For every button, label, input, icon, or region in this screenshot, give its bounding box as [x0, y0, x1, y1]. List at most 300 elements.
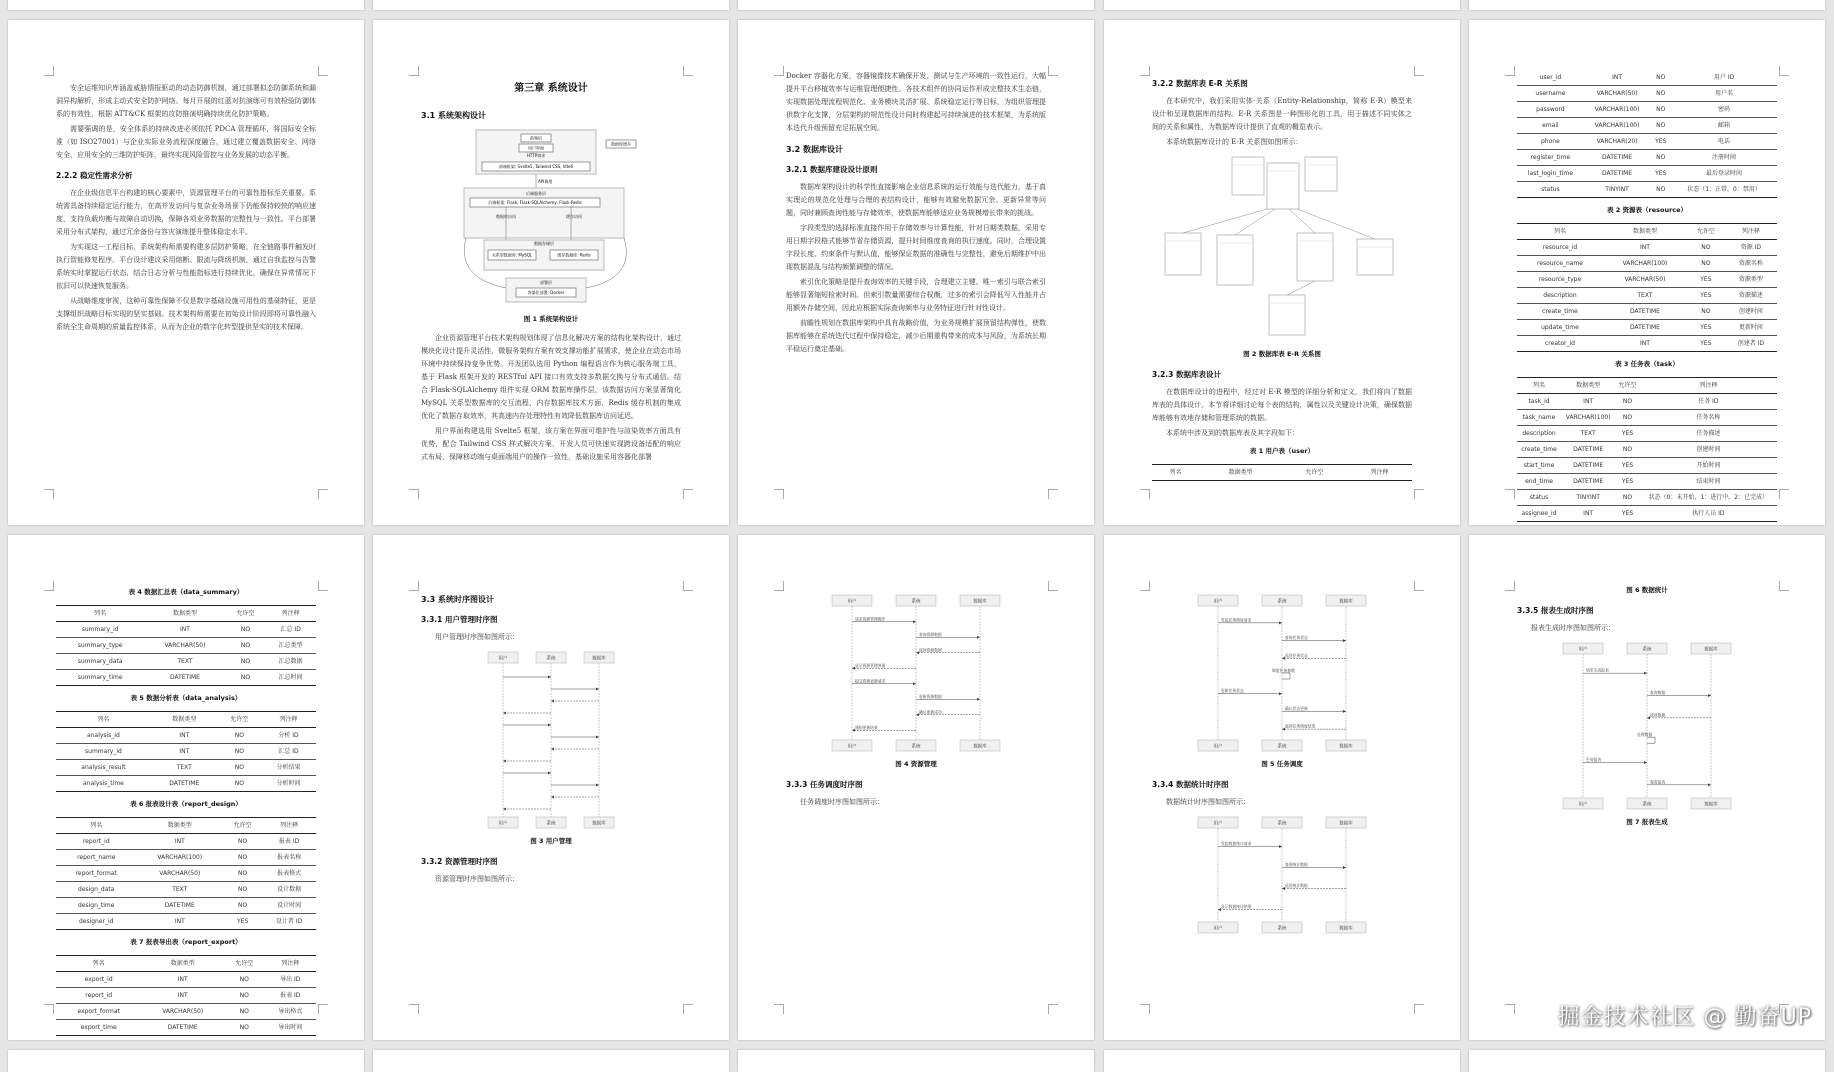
section-heading: 3.3.2 资源管理时序图 — [421, 857, 498, 866]
table-row — [56, 760, 316, 776]
table-cell: 报表 ID — [262, 834, 316, 850]
table-cell: INT — [141, 972, 224, 988]
table-cell: YES — [1615, 426, 1639, 442]
table-cell: analysis_result — [56, 760, 151, 776]
table-cell: NO — [226, 622, 266, 638]
table-cell: 设计时间 — [262, 898, 316, 914]
page-4[interactable] — [1104, 20, 1460, 525]
column-header: 列注释 — [261, 712, 316, 728]
table-cell: status — [1517, 182, 1584, 198]
table-row — [1517, 256, 1777, 272]
page-peek — [1469, 0, 1825, 10]
table-cell: 密码 — [1671, 102, 1777, 118]
table-cell: INT — [136, 834, 223, 850]
table-cell: NO — [223, 882, 262, 898]
table-cell: summary_id — [56, 622, 144, 638]
table-cell: description — [1517, 426, 1561, 442]
page-3[interactable] — [738, 20, 1094, 525]
column-header: 列注释 — [264, 956, 316, 972]
paragraph: 索引优化策略是提升查询效率的关键手段，合理建立主键、唯一索引与联合索引能够显著缩短检索时间。但索引数量需要综合权衡，过多的索引会降低写入性能并占用额外存储空间，因此应根据实际查询频率与业务特征进行针对性设计。 — [786, 278, 1046, 312]
table-cell: 用户名 — [1671, 86, 1777, 102]
column-header: 数据类型 — [151, 712, 218, 728]
table-cell: phone — [1517, 134, 1584, 150]
page-2[interactable] — [373, 20, 729, 525]
actor-label: 用户 — [847, 599, 857, 605]
table-caption: 表 3 任务表（task） — [1615, 360, 1679, 368]
table-cell: resource_type — [1517, 272, 1603, 288]
table-cell: end_time — [1517, 474, 1561, 490]
table-cell: INT — [151, 744, 218, 760]
table-cell: TEXT — [136, 882, 223, 898]
section-heading: 3.3.4 数据统计时序图 — [1152, 780, 1229, 789]
paragraph: 资源管理时序图如图所示： — [435, 875, 519, 883]
page-7[interactable] — [373, 535, 729, 1040]
page-peek — [738, 1050, 1094, 1072]
paragraph: 报表生成时序图如图所示： — [1531, 624, 1615, 632]
actor-label: 数据库 — [1339, 744, 1353, 750]
actor-label: 用户 — [1578, 802, 1588, 808]
table-cell: INT — [144, 622, 225, 638]
table-row — [56, 882, 316, 898]
table-cell: NO — [223, 866, 262, 882]
table-cell: 任务描述 — [1640, 426, 1777, 442]
table-cell: 状态（0：未开始，1：进行中，2：已完成） — [1640, 490, 1777, 506]
table-cell: TEXT — [144, 654, 225, 670]
paragraph: 从战略维度审视，这种可靠性保障不仅是数字基础设施可用性的基础特征，更是支撑组织战略目标实现的坚实基础。技术架构师需要在初始设计阶段即将可靠性融入系统全生命周期的质量监控体系，从而为企业的数字化转型提供坚实的技术保障。 — [56, 297, 316, 331]
summary-table — [56, 605, 316, 686]
table-row — [1517, 442, 1777, 458]
table-cell: 报表名称 — [262, 850, 316, 866]
table-cell: resource_name — [1517, 256, 1603, 272]
table-cell: DATETIME — [144, 670, 225, 686]
message-label: 返回任务调度结果 — [1285, 723, 1316, 729]
column-header: 列注释 — [1640, 378, 1777, 394]
actor-label: 系统 — [546, 656, 556, 662]
table-cell: task_name — [1517, 410, 1561, 426]
section-heading: 3.2.3 数据库表设计 — [1152, 370, 1221, 379]
paragraph: Docker 容器化方案，容器镜像技术确保开发、测试与生产环境的一致性运行，大幅提升平台移植效率与运维管理便捷性。各技术组件的协同运作形成完整技术生态链，实现数据处理流程规范化、业务模块灵活扩展、系统稳定运行等目标，为组织管理提供数字化支撑，分层架构的规范性设计同时构建起可持续演进的技术框架，为系统版本迭代升级预留充足拓展空间。 — [786, 72, 1046, 132]
table-cell: design_data — [56, 882, 136, 898]
table-cell: VARCHAR(50) — [141, 1004, 224, 1020]
table-cell: 状态（1：正常，0：禁用） — [1671, 182, 1777, 198]
paragraph: 字段类型的选择标准直接作用于存储效率与计算性能，针对日期类数据，采用专用日期字段格式能够节省存储资源，提升时间维度查询的执行速度。同时，合理设置字段长度、约束条件与默认值，能够保证数据的准确性与完整性，避免后期维护中出现数据混乱与结构频繁调整的情况。 — [786, 224, 1046, 271]
table-cell: INT — [1561, 394, 1615, 410]
arrow-head — [1644, 672, 1647, 675]
table-cell: TINYINT — [1584, 182, 1651, 198]
actor-label: 用户 — [847, 744, 857, 750]
table-cell: export_id — [56, 972, 141, 988]
table-cell: NO — [226, 654, 266, 670]
column-header: 列名 — [1517, 378, 1561, 394]
table-cell: NO — [224, 1004, 264, 1020]
actor-label: 系统 — [1642, 802, 1652, 808]
page-10[interactable] — [1469, 535, 1825, 1040]
actor-label: 数据库 — [1704, 802, 1718, 808]
table-cell: 邮箱 — [1671, 118, 1777, 134]
table-cell: design_time — [56, 898, 136, 914]
arrow-head — [1343, 710, 1346, 713]
arrow-head — [913, 620, 916, 623]
page-8[interactable] — [738, 535, 1094, 1040]
actor-label: 系统 — [1277, 821, 1287, 827]
table-cell: 设计数据 — [262, 882, 316, 898]
table-cell: NO — [1650, 118, 1671, 134]
figure-caption: 图 7 报表生成 — [1626, 818, 1668, 826]
table-cell: DATETIME — [1561, 458, 1615, 474]
arch-label: 缓存访问 — [566, 214, 582, 219]
arrow-head — [503, 712, 506, 715]
message-label: 调度任务参数 — [1272, 668, 1295, 673]
message-label: 确认状态更新 — [1285, 705, 1308, 711]
table-cell: last_login_time — [1517, 166, 1584, 182]
section-heading: 3.3.3 任务调度时序图 — [786, 780, 863, 789]
table-cell: summary_time — [56, 670, 144, 686]
figure-caption: 图 3 用户管理 — [530, 837, 572, 845]
table-cell: DATETIME — [1603, 320, 1687, 336]
page-peek — [373, 0, 729, 10]
arrow-head — [596, 736, 599, 739]
table-cell: NO — [218, 776, 261, 792]
report-sequence-diagram — [1547, 641, 1747, 811]
table-row — [56, 654, 316, 670]
message-label: 查询任务状态 — [1285, 635, 1308, 641]
table-cell: update_time — [1517, 320, 1603, 336]
table-cell: 开始时间 — [1640, 458, 1777, 474]
arch-label: 前端层 — [530, 135, 542, 141]
arrow-head — [1279, 845, 1282, 848]
page-1[interactable] — [8, 20, 364, 525]
page-peek — [1469, 1050, 1825, 1072]
table-cell: INT — [136, 914, 223, 930]
column-header: 数据类型 — [144, 606, 225, 622]
table-row — [56, 638, 316, 654]
table-cell: 汇总 ID — [265, 622, 316, 638]
table-cell: VARCHAR(100) — [1561, 410, 1615, 426]
table-caption: 表 1 用户表（user） — [1249, 447, 1315, 455]
table-row — [1517, 320, 1777, 336]
table-row — [1517, 458, 1777, 474]
design-table — [56, 817, 316, 930]
table-cell: NO — [223, 834, 262, 850]
table-cell: 报表格式 — [262, 866, 316, 882]
table-cell: INT — [1603, 336, 1687, 352]
actor-label: 系统 — [546, 821, 556, 827]
table-row — [1517, 134, 1777, 150]
table-row — [1517, 426, 1777, 442]
table-cell: 执行人员 ID — [1640, 506, 1777, 522]
figure-caption: 图 6 数据统计 — [1626, 586, 1668, 594]
arrow-head — [1343, 866, 1346, 869]
actor-label: 用户 — [498, 656, 508, 662]
paragraph: 数据库架构设计的科学性直接影响企业信息系统的运行效能与迭代能力，基于真实理论的规范化处理与合理的表结构设计，能够有效避免数据冗余、更新异常等问题，同时兼顾查询性能与存储效率，使数据库能够适应业务规模增长带来的挑战。 — [786, 183, 1046, 217]
table-cell: YES — [1650, 134, 1671, 150]
column-header: 允许空 — [223, 818, 262, 834]
column-header: 列注释 — [1347, 465, 1412, 481]
actor-label: 用户 — [1213, 599, 1223, 605]
table-cell: VARCHAR(50) — [136, 866, 223, 882]
arch-label: 数据存储层 — [534, 241, 554, 246]
actor-label: 系统 — [1642, 647, 1652, 653]
table-cell: 分析结果 — [261, 760, 316, 776]
table-cell: DATETIME — [1561, 474, 1615, 490]
column-header: 列名 — [1517, 224, 1603, 240]
table-cell: 报表 ID — [264, 988, 316, 1004]
table-cell: 分析时间 — [261, 776, 316, 792]
arrow-head — [1279, 692, 1282, 695]
paragraph: 用户管理时序图如图所示： — [435, 633, 519, 641]
actor-label: 数据库 — [592, 821, 606, 827]
self-message-arrow — [1282, 673, 1290, 679]
paragraph: 用户界面构建选用 Svelte5 框架，该方案在界面可维护性与渲染效率方面具有优势，配合 Tailwind CSS 样式解决方案，开发人员可快速实现跨设备适配的响应式布局，保障移动端与桌面端用户的操作一致性，基础设施采用容器化部署 — [421, 427, 681, 461]
message-label: 显示资源管理界面 — [855, 662, 886, 668]
table-row — [56, 776, 316, 792]
table-cell: VARCHAR(100) — [1584, 118, 1651, 134]
arrow-head — [548, 676, 551, 679]
table-row — [1517, 506, 1777, 522]
table-cell: 分析 ID — [261, 728, 316, 744]
table-row — [1517, 288, 1777, 304]
table-cell: 资源 ID — [1725, 240, 1777, 256]
column-header: 数据类型 — [1603, 224, 1687, 240]
paragraph: 前瞻性规划在数据库架构中具有战略价值，为业务规模扩展预留结构弹性，使数据库能够在系统迭代过程中保持稳定，减少后期重构带来的成本与风险，为系统长期平稳运行奠定基础。 — [786, 319, 1046, 353]
table-cell: export_time — [56, 1020, 141, 1036]
resource-table — [1517, 223, 1777, 352]
table-cell: description — [1517, 288, 1603, 304]
table-cell: YES — [1687, 288, 1725, 304]
column-header: 列名 — [56, 956, 141, 972]
table-cell: 电话 — [1671, 134, 1777, 150]
table-row — [1517, 304, 1777, 320]
arrow-head — [548, 772, 551, 775]
table-cell: 最后登录时间 — [1671, 166, 1777, 182]
table-row — [56, 744, 316, 760]
table-cell: resource_id — [1517, 240, 1603, 256]
table-cell: 任务 ID — [1640, 394, 1777, 410]
arrow-head — [1708, 694, 1711, 697]
arrow-head — [503, 808, 506, 811]
table-cell: TEXT — [151, 760, 218, 776]
column-header: 数据类型 — [141, 956, 224, 972]
message-label: 查询资源数据 — [919, 631, 942, 637]
table-cell: 资源描述 — [1725, 288, 1777, 304]
column-header: 列注释 — [1725, 224, 1777, 240]
section-heading: 3.2.2 数据库表 E-R 关系图 — [1152, 79, 1248, 88]
paragraph: 安全运维知识库涵盖威胁情报驱动的动态防御机制，通过部署拟态防御系统和漏洞异构解析，形成主动式安全防护网络。每月开展的红蓝对抗演练可有效检验防御体系的有效性，根据 ATT&CK 框架的攻防推演明确持续优化防护策略。 — [56, 84, 316, 118]
table-cell: username — [1517, 86, 1584, 102]
actor-label: 数据库 — [973, 599, 987, 605]
table-caption: 表 7 报表导出表（report_export） — [130, 938, 242, 946]
table-caption: 表 5 数据分析表（data_analysis） — [130, 694, 242, 702]
arch-label: 关系型数据库: MySQL — [491, 252, 533, 258]
message-label: 查看报表 — [1650, 779, 1666, 785]
section-heading: 3.3.5 报表生成时序图 — [1517, 606, 1594, 615]
table-caption: 表 4 数据汇总表（data_summary） — [128, 588, 244, 596]
arrow-head — [551, 796, 554, 799]
table-row — [1517, 102, 1777, 118]
table-cell: 创建时间 — [1640, 442, 1777, 458]
stats-sequence-diagram — [1182, 815, 1382, 935]
paragraph: 在企业级信息平台构建的核心要素中，资源管理平台的可靠性指标至关重要。系统需具备持续稳定运行能力，在高并发访问与复杂业务场景下仍能保持较快的响应速度，支持负载均衡与故障自动切换，保障各项业务数据的完整性与一致性。平台部署采用分布式架构，通过冗余备份与容灾演练提升整体稳定水平。 — [56, 189, 316, 236]
column-header: 允许空 — [1615, 378, 1639, 394]
table-cell: VARCHAR(20) — [1584, 134, 1651, 150]
actor-label: 用户 — [1213, 821, 1223, 827]
column-header: 允许空 — [1282, 465, 1347, 481]
arrow-head — [551, 748, 554, 751]
actor-label: 系统 — [1277, 926, 1287, 932]
table-cell: 汇总时间 — [265, 670, 316, 686]
table-cell: NO — [1615, 490, 1639, 506]
table-row — [1517, 336, 1777, 352]
table-cell: NO — [224, 1020, 264, 1036]
table-cell: 用户 ID — [1671, 70, 1777, 86]
table-row — [56, 728, 316, 744]
table-cell: NO — [1650, 102, 1671, 118]
figure-caption: 图 2 数据库表 E-R 关系图 — [1243, 350, 1321, 358]
table-row — [1517, 272, 1777, 288]
arrow-head — [977, 636, 980, 639]
table-cell: YES — [223, 914, 262, 930]
paragraph: 企业资源管理平台技术架构规划体现了信息化解决方案的结构化架构设计，通过模块化设计提升灵活性，微服务架构方案有效支撑功能扩展需求，使企业在动态市场环境中持续保持竞争优势。开发团队选用 Python 编程语言作为核心服务端工具，基于 Flask 框架开发的 RESTful API 接口有效支持多数据交换与分布式通信。结合 Flask-SQLAlchemy 组件实现 ORM 数据库操作层，该数据访问方案显著简化 MySQL 关系型数据库的交互流程，内存数据库技术方面，Redis 缓存机制的集成优化了数据存取效率，其高速内存处理特性有效降低数据库访问延迟。 — [421, 334, 681, 420]
table-cell: NO — [218, 728, 261, 744]
figure-caption: 图 1 系统架构设计 — [523, 315, 579, 323]
table-cell: 更新时间 — [1725, 320, 1777, 336]
column-header: 允许空 — [224, 956, 264, 972]
table-row — [1517, 70, 1777, 86]
paragraph: 需要强调的是，安全体系的持续改进必须依托 PDCA 管理循环，将国际安全标准（如 ISO27001）与企业实际业务流程深度融合，通过建立覆盖数据安全、网络安全、应用安全的三维防护矩阵，最终实现风险管控与业务发展的动态平衡。 — [56, 125, 316, 159]
table-cell: report_id — [56, 834, 136, 850]
message-label: 发起数据统计请求 — [1221, 841, 1252, 846]
table-cell: 导出 ID — [264, 972, 316, 988]
arrow-head — [548, 724, 551, 727]
table-caption: 表 2 资源表（resource） — [1606, 206, 1688, 214]
actor-label: 用户 — [1213, 744, 1223, 750]
arch-label: 容器化部署: Docker — [527, 290, 565, 295]
arch-label: 数据库访问 — [496, 214, 516, 219]
actor-label: 数据库 — [1339, 821, 1353, 827]
paragraph: 在数据库设计的进程中，经过对 E-R 模型的详细分析和定义，我们将向了数据库表的具体设计。本节将详细讨论每个表的结构，属性以及关键设计决策，确保数据库能够有效地存储和管理系统的数据。 — [1152, 388, 1412, 422]
table-cell: DATETIME — [151, 776, 218, 792]
table-cell: 资源名称 — [1725, 256, 1777, 272]
section-heading: 2.2.2 稳定性需求分析 — [56, 171, 133, 180]
er-diagram — [1157, 155, 1407, 343]
actor-label: 数据库 — [1704, 647, 1718, 653]
user-table-header — [1152, 464, 1412, 481]
table-cell: 汇总类型 — [265, 638, 316, 654]
table-cell: VARCHAR(100) — [1603, 256, 1687, 272]
paragraph: 本系统中涉及到的数据库表及其字段如下： — [1166, 429, 1299, 437]
table-cell: NO — [1687, 256, 1725, 272]
table-row — [1517, 490, 1777, 506]
table-cell: DATETIME — [1584, 150, 1651, 166]
page-9[interactable] — [1104, 535, 1460, 1040]
paragraph: 在本研究中，我们采用实体-关系（Entity-Relationship，简称 E-R）模型来设计和呈现数据库的结构。E-R 关系图是一种图形化的工具，用于描述不同实体之间的关系和属性，为数据库设计提供了直观的概览表示。 — [1152, 97, 1412, 131]
resource-sequence-diagram — [816, 593, 1016, 753]
table-cell: NO — [218, 760, 261, 776]
table-cell: register_time — [1517, 150, 1584, 166]
table-cell: INT — [151, 728, 218, 744]
table-cell: NO — [226, 638, 266, 654]
table-cell: summary_id — [56, 744, 151, 760]
paragraph: 为实现这一工程目标，系统架构师需要构建多层防护策略，在全链路事件触发时执行智能修复程序。平台设计建议采用熔断、限流与降级机制，通过自我监控与告警系统实时掌握运行状态，结合日志分析与性能指标进行持续优化，确保在异常情况下依旧可以快速恢复服务。 — [56, 243, 316, 290]
arch-label: 后端服务层 — [526, 191, 546, 196]
column-header: 数据类型 — [1199, 465, 1282, 481]
table-cell: NO — [1615, 442, 1639, 458]
message-label: 返回数据 — [1650, 712, 1666, 718]
page-5[interactable] — [1469, 20, 1825, 525]
table-cell: VARCHAR(50) — [144, 638, 225, 654]
table-cell: 结束时间 — [1640, 474, 1777, 490]
table-cell: NO — [224, 988, 264, 1004]
page-peek — [1104, 0, 1460, 10]
table-cell: report_id — [56, 988, 141, 1004]
table-cell: NO — [226, 670, 266, 686]
actor-label: 数据库 — [1339, 926, 1353, 932]
table-cell: 设计者 ID — [262, 914, 316, 930]
actor-label: 数据库 — [1339, 599, 1353, 605]
table-cell: DATETIME — [1584, 166, 1651, 182]
message-label: 请求生成报表 — [1586, 667, 1609, 673]
table-cell: designer_id — [56, 914, 136, 930]
table-cell: status — [1517, 490, 1561, 506]
table-cell: NO — [223, 898, 262, 914]
column-header: 允许空 — [226, 606, 266, 622]
table-cell: NO — [224, 972, 264, 988]
column-header: 允许空 — [1687, 224, 1725, 240]
table-cell: NO — [218, 744, 261, 760]
table-row — [1517, 394, 1777, 410]
table-cell: create_time — [1517, 304, 1603, 320]
watermark: 掘金技术社区 @ 勤奋UP — [1557, 1005, 1812, 1030]
page-peek — [8, 1050, 364, 1072]
table-cell: creator_id — [1517, 336, 1603, 352]
table-row — [56, 988, 316, 1004]
column-header: 列名 — [56, 712, 151, 728]
arrow-head — [1644, 761, 1647, 764]
table-cell: report_name — [56, 850, 136, 866]
section-heading: 3.2.1 数据库建设设计原则 — [786, 165, 878, 174]
table-cell: 汇总 ID — [261, 744, 316, 760]
actor-label: 数据库 — [592, 656, 606, 662]
message-label: 返回资源数据 — [919, 647, 942, 653]
table-cell: NO — [1615, 394, 1639, 410]
section-heading: 3.2 数据库设计 — [786, 145, 843, 154]
message-label: 返回统计数据 — [1285, 883, 1308, 888]
page-6[interactable] — [8, 535, 364, 1040]
table-cell: TEXT — [1603, 288, 1687, 304]
figure-caption: 图 4 资源管理 — [895, 760, 937, 768]
table-cell: INT — [1561, 506, 1615, 522]
arch-label: 缓存数据库: Redis — [557, 252, 591, 258]
arrow-head — [596, 688, 599, 691]
table-cell: NO — [1650, 86, 1671, 102]
message-label: 请求资源管理操作 — [855, 616, 886, 622]
table-cell: YES — [1687, 336, 1725, 352]
actor-label: 用户 — [498, 821, 508, 827]
table-cell: export_format — [56, 1004, 141, 1020]
page-peek — [738, 0, 1094, 10]
table-row — [1517, 86, 1777, 102]
column-header: 列名 — [56, 818, 136, 834]
arrow-head — [551, 700, 554, 703]
table-row — [56, 834, 316, 850]
column-header: 列名 — [56, 606, 144, 622]
table-cell: 导出格式 — [264, 1004, 316, 1020]
message-label: 提交资源更新请求 — [855, 678, 886, 684]
actor-label: 系统 — [911, 744, 921, 750]
arch-label: 前端框架: Svelte5, Tailwind CSS, Vite6 — [498, 164, 574, 169]
arch-label: 部署层 — [540, 280, 552, 285]
table-row — [1517, 166, 1777, 182]
